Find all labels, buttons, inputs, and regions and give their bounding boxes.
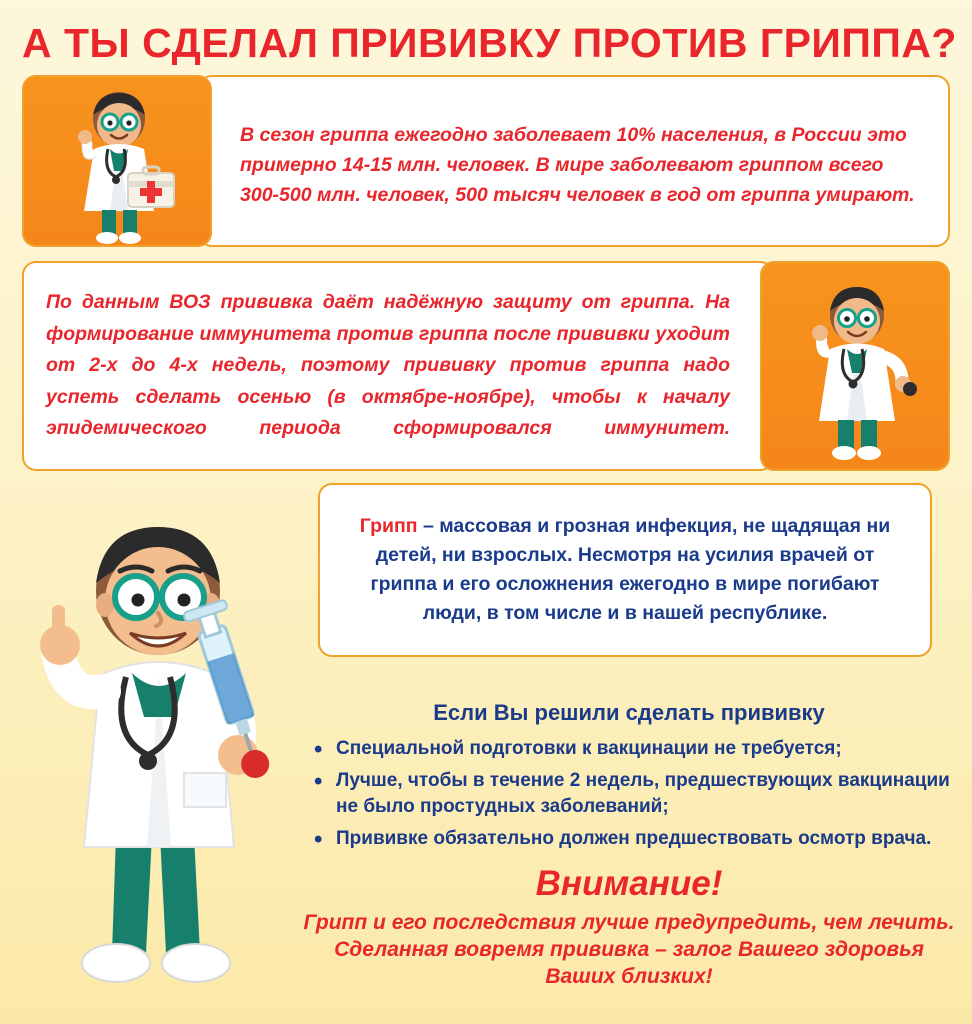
info-block-1 — [22, 75, 950, 247]
main-doctor-illustration — [8, 505, 308, 1005]
block2-text-card — [22, 261, 774, 471]
lower-section — [300, 700, 958, 990]
attention-heading: Внимание! — [535, 863, 723, 903]
final-message: Грипп и его последствия лучше предупредить, чем лечить. Сделанная вовремя прививка – залог Вашего здоровья Ваших близких! — [303, 910, 955, 988]
list-item: • Прививке обязательно должен предшествовать осмотр врача. — [310, 826, 958, 851]
block2-text: По данным ВОЗ прививка даёт надёжную защиту от гриппа. На формирование иммунитета против гриппа после прививки уходит от 2-х до 4-х недель, поэтому прививку против гриппа надо успеть сделать осенью (в октябре-ноябре), чтобы к началу эпидемического периода сформировался иммунитет. — [46, 291, 730, 440]
block3-text — [342, 512, 908, 629]
doctor-stethoscope-illustration — [760, 261, 950, 471]
recommendation-list — [300, 736, 958, 852]
info-block-2 — [22, 261, 950, 471]
list-item: • Специальной подготовки к вакцинации не требуется; — [310, 736, 958, 761]
block3-body: – массовая и грозная инфекция, не щадящая ни детей, ни взрослых. Несмотря на усилия врачей от гриппа и его осложнения ежегодно в мире погибают люди, в том числе и в нашей республике. — [370, 514, 891, 625]
block1-text: В сезон гриппа ежегодно заболевает 10% населения, в России это примерно 14-15 млн. человек. В мире заболевают гриппом всего 300-500 млн. человек, 500 тысяч человек в год от гриппа умирают. — [240, 123, 915, 207]
block3-text-card — [318, 483, 932, 657]
page-title — [22, 20, 957, 66]
list-item: • Лучше, чтобы в течение 2 недель, предшествующих вакцинации не было простудных заболеваний; — [310, 768, 958, 819]
doctor-with-medical-case-icon — [24, 77, 212, 245]
block1-text-card — [198, 75, 950, 247]
title-text: А ТЫ СДЕЛАЛ ПРИВИВКУ ПРОТИВ ГРИППА? — [22, 20, 957, 66]
doctor-holding-syringe-icon — [8, 505, 308, 1005]
doctor-case-illustration — [22, 75, 212, 247]
doctor-with-stethoscope-icon — [762, 263, 950, 469]
block3-highlight: Грипп — [359, 514, 418, 537]
lower-subheading: Если Вы решили сделать прививку — [433, 700, 825, 725]
